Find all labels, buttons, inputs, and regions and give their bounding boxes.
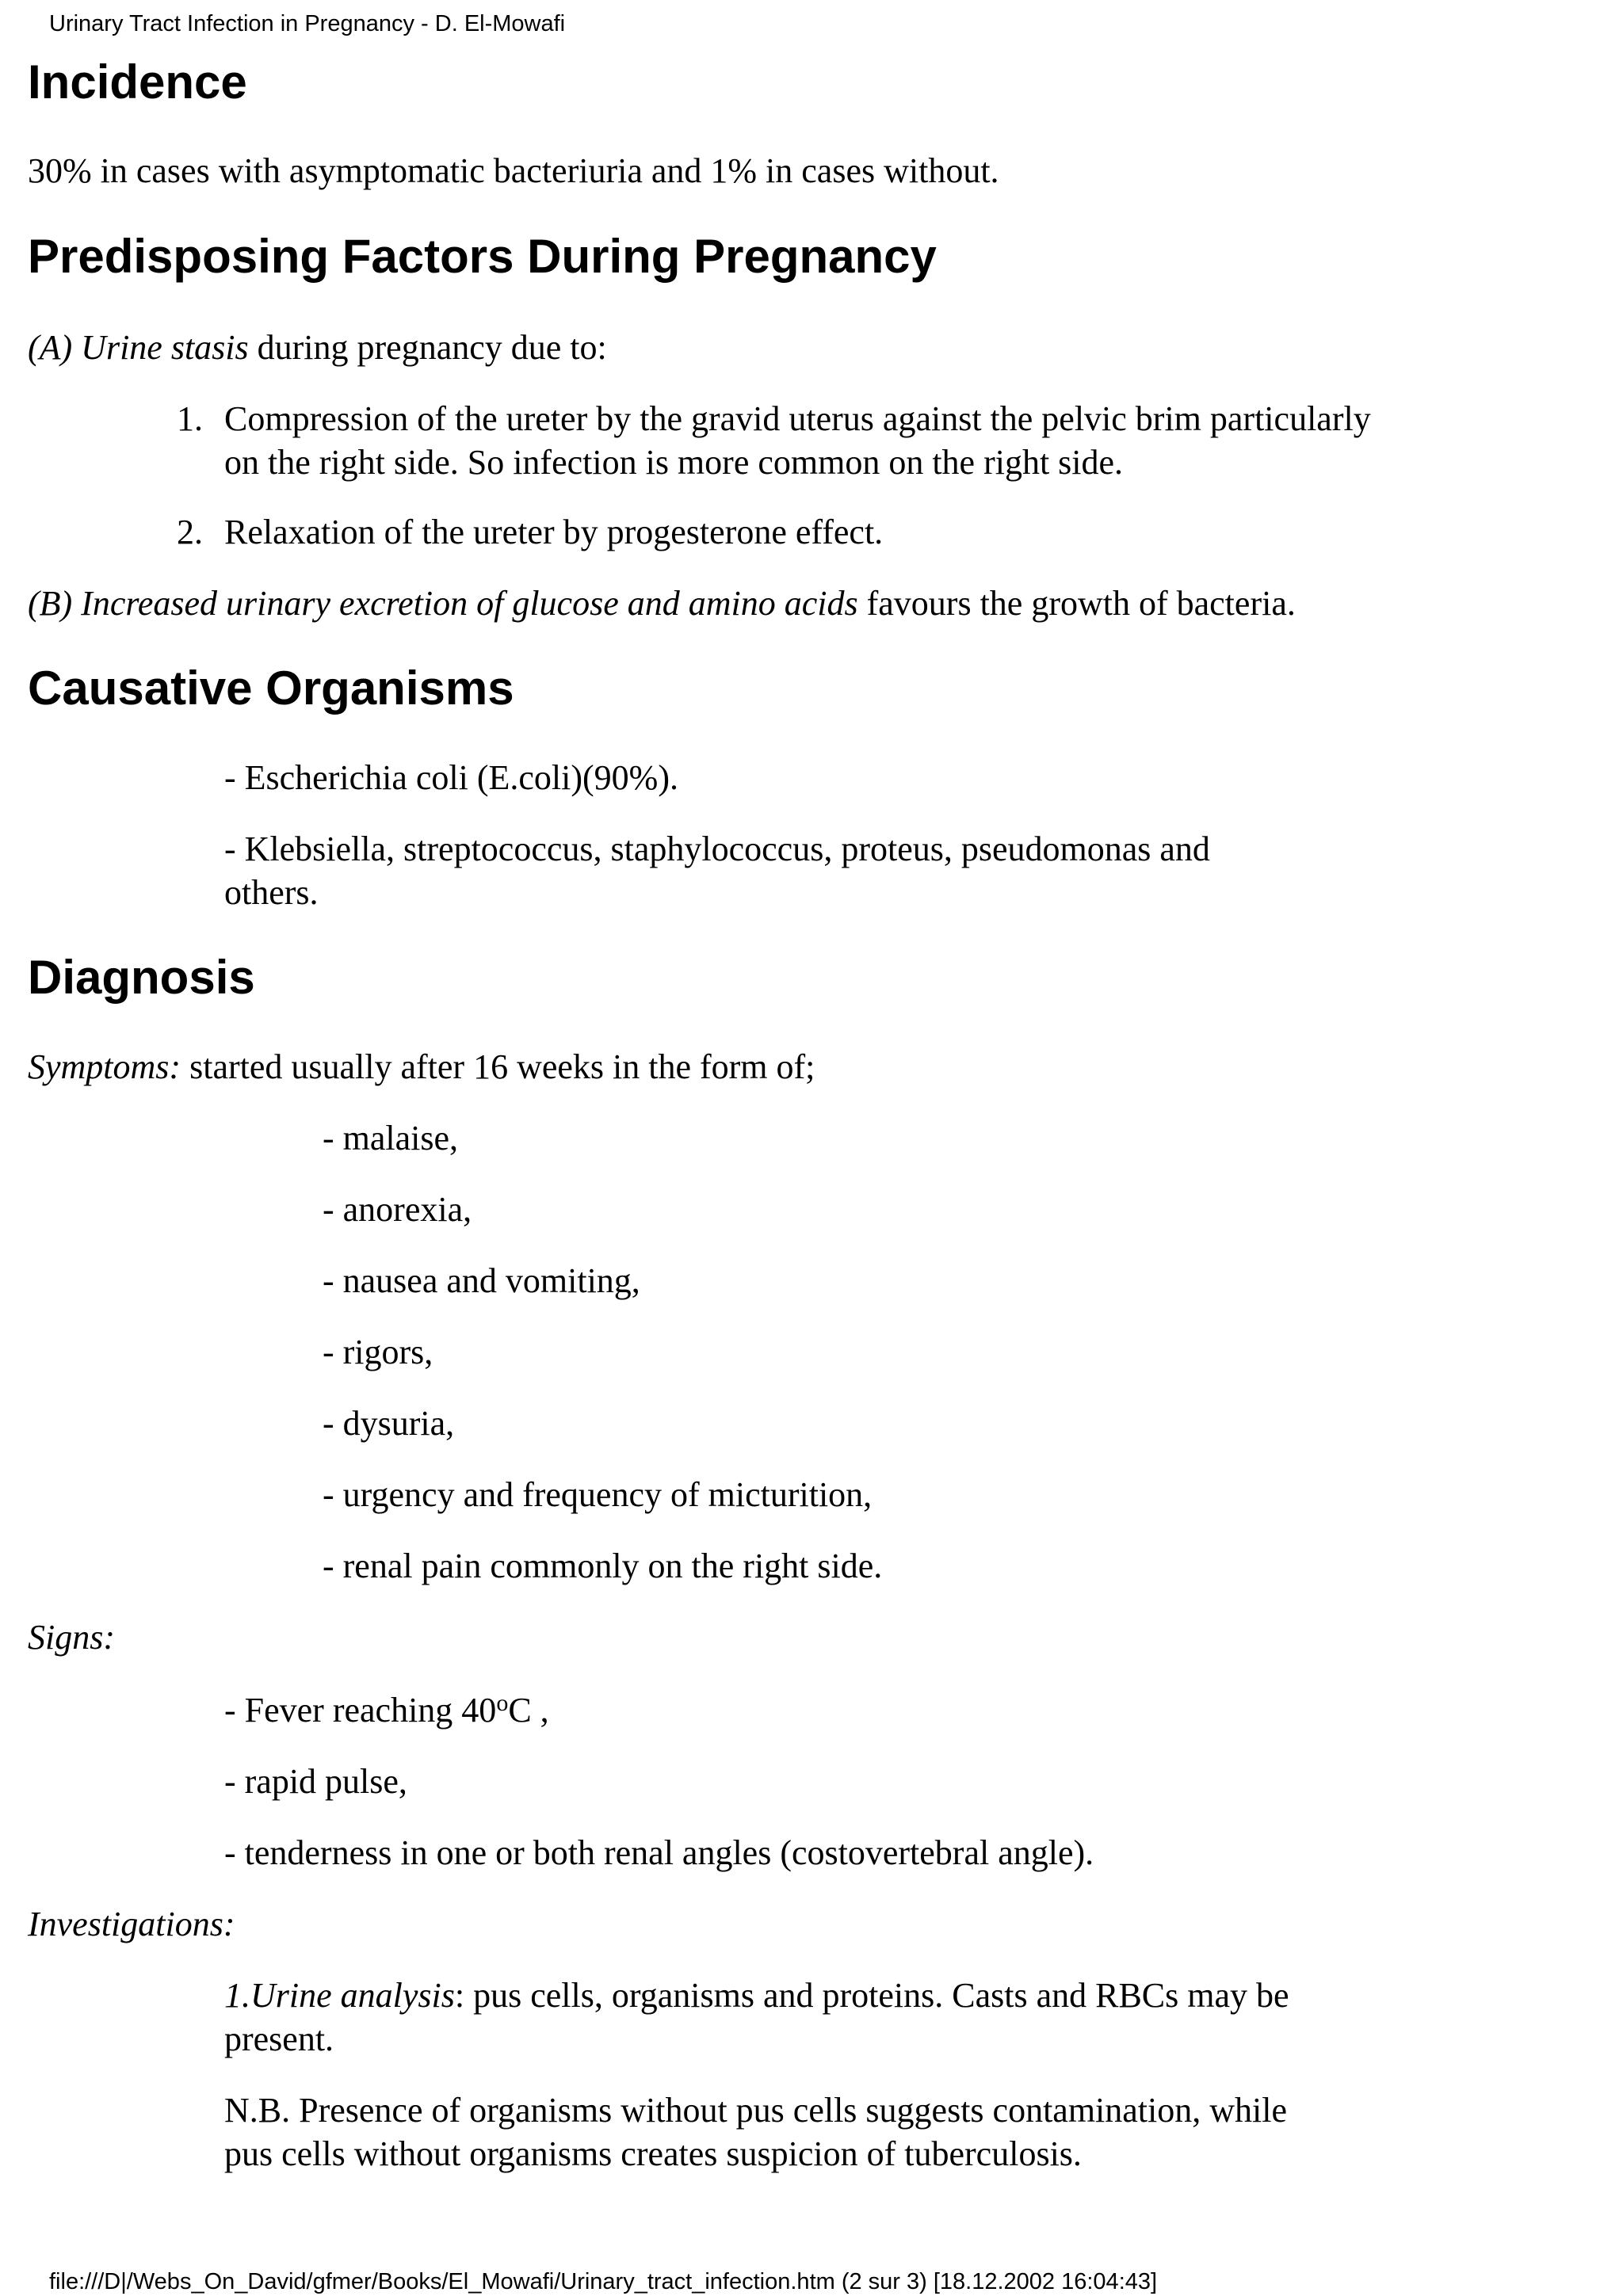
symptoms-label: Symptoms: <box>28 1047 181 1086</box>
predisposing-b-rest: favours the growth of bacteria. <box>857 584 1296 623</box>
nb-note-line1: N.B. Presence of organisms without pus cells suggests contamination, while <box>224 2091 1288 2130</box>
symptom-item: - malaise, <box>323 1119 459 1158</box>
page-header: Urinary Tract Infection in Pregnancy - D. El-Mowafi <box>49 11 566 36</box>
predisposing-a-rest: during pregnancy due to: <box>248 328 607 367</box>
organism-item-2-line2: others. <box>224 873 319 912</box>
symptom-item: - anorexia, <box>323 1190 472 1229</box>
list-item-2-line1: Relaxation of the ureter by progesterone effect. <box>224 513 884 551</box>
predisposing-b <box>28 582 1296 625</box>
urine-analysis-line2: present. <box>224 2019 334 2058</box>
symptoms-intro <box>28 1046 815 1089</box>
symptoms-rest: started usually after 16 weeks in the form of; <box>181 1047 815 1086</box>
list-item-1-line2: on the right side. So infection is more common on the right side. <box>224 443 1124 482</box>
sign-item-fever <box>224 1689 549 1732</box>
page-footer-url: file:///D|/Webs_On_David/gfmer/Books/El_Mowafi/Urinary_tract_infection.htm (2 sur 3) [18.12.2002 16:04:43] <box>49 2269 1158 2294</box>
urine-analysis-label: 1.Urine analysis <box>224 1976 455 2015</box>
predisposing-b-label: (B) Increased urinary excretion of glucose and amino acids <box>28 584 858 623</box>
list-number-2: 2. <box>177 513 203 551</box>
investigations-label <box>28 1903 235 1946</box>
organism-item-2-line1: - Klebsiella, streptococcus, staphylococcus, proteus, pseudomonas and <box>224 830 1210 868</box>
symptom-item: - urgency and frequency of micturition, <box>323 1475 873 1514</box>
fever-unit: C , <box>508 1691 549 1730</box>
urine-analysis-line1 <box>224 1974 1289 2017</box>
heading-predisposing-factors: Predisposing Factors During Pregnancy <box>28 230 937 283</box>
list-item-1-line1: Compression of the ureter by the gravid uterus against the pelvic brim particularly <box>224 399 1371 438</box>
urine-analysis-rest: : pus cells, organisms and proteins. Casts and RBCs may be <box>454 1976 1289 2015</box>
signs-label-text: Signs: <box>28 1618 115 1657</box>
predisposing-a-label: (A) Urine stasis <box>28 328 249 367</box>
symptom-item: - renal pain commonly on the right side. <box>323 1547 883 1585</box>
list-number-1: 1. <box>177 399 203 438</box>
sign-item: - tenderness in one or both renal angles (costovertebral angle). <box>224 1833 1094 1872</box>
organism-item-1: - Escherichia coli (E.coli)(90%). <box>224 758 678 797</box>
predisposing-a <box>28 326 607 369</box>
incidence-text: 30% in cases with asymptomatic bacteriuria and 1% in cases without. <box>28 151 999 190</box>
symptom-item: - dysuria, <box>323 1404 455 1443</box>
investigations-label-text: Investigations: <box>28 1905 235 1943</box>
heading-diagnosis: Diagnosis <box>28 951 255 1004</box>
symptom-item: - rigors, <box>323 1333 433 1371</box>
sign-item: - rapid pulse, <box>224 1762 407 1801</box>
nb-note-line2: pus cells without organisms creates suspicion of tuberculosis. <box>224 2134 1082 2173</box>
degree-symbol: o <box>496 1690 509 1716</box>
symptom-item: - nausea and vomiting, <box>323 1261 640 1300</box>
fever-text: - Fever reaching 40 <box>224 1691 497 1730</box>
heading-incidence: Incidence <box>28 55 247 109</box>
heading-causative-organisms: Causative Organisms <box>28 662 514 715</box>
signs-label <box>28 1616 115 1659</box>
